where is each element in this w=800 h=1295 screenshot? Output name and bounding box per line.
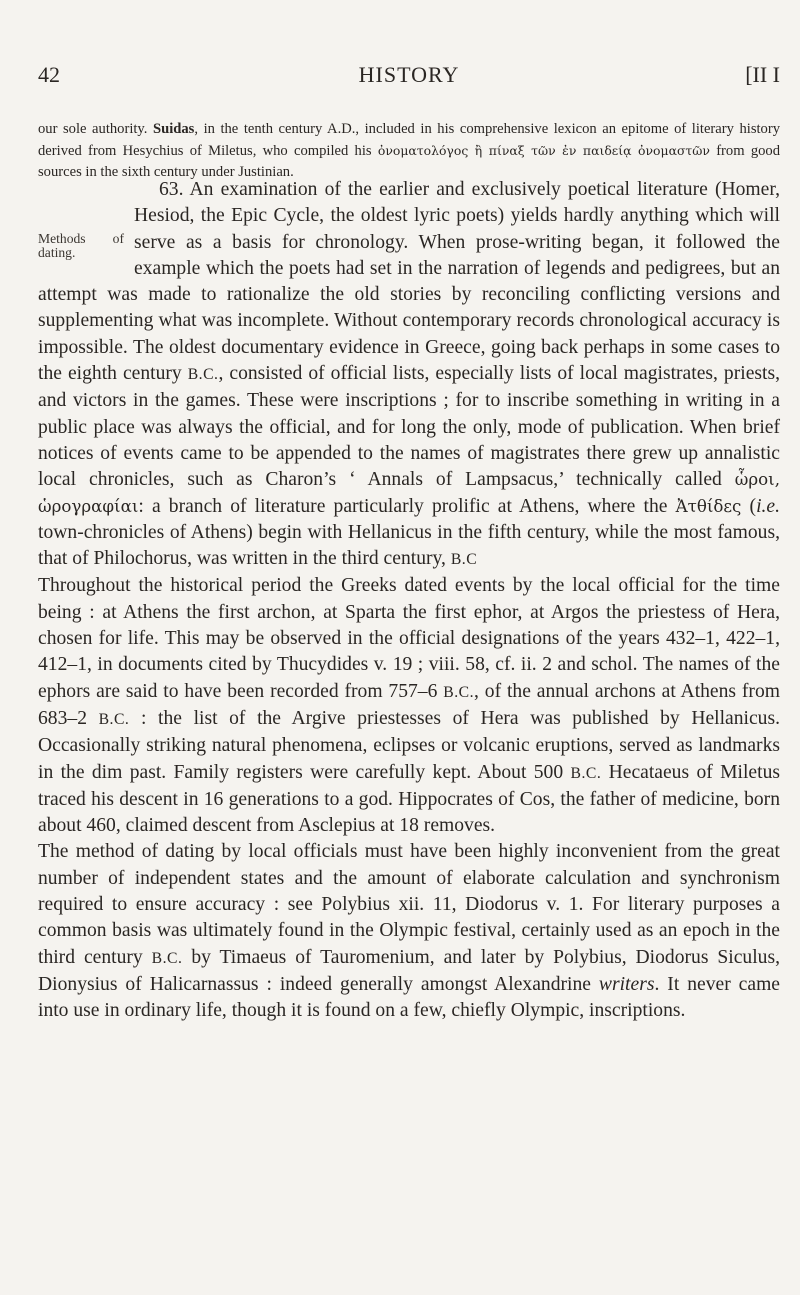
section-number: 63. bbox=[159, 179, 184, 200]
footnote-bold-name: Suidas bbox=[152, 121, 195, 137]
paragraph-63: Methods of dating. 63. An examination of the earlier and exclusively poetical literature (Homer, Hesiod, the Epic Cycle, the oldest lyric poets) yields hardly anything which will serve as a basis for chronology. When prose-writing began, it followed the example which the poets had set in the narration of legends and pedigrees, but an attempt was made to rationalize the old stories by reconciling conflicting versions and supplementing what was incomplete. Without contemporary records chronological accuracy is impossible. The oldest documentary evidence in Greece, going back perhaps in some cases to the eighth century B.C., consisted of official lists, especially lists of local magistrates, priests, and victors in the games. These were inscriptions ; for to inscribe something in writing in a public place was always the official, and for long the only, mode of publication. When brief notices of events came to be appended to the names of magistrates there grew up annalistic local chronicles, such as Charon’s ‘ Annals of Lampsacus,’ technically called ὧροι, ὡρογραφίαι: a branch of literature particularly prolific at Athens, where the Ἀτθίδες (i.e. town-chronicles of Athens) begin with Hellanicus in the fifth century, while the most famous, that of Philochorus, was written in the third century, B.C bbox=[38, 179, 780, 570]
page-number: 42 bbox=[38, 62, 60, 87]
greek-term: Ἀτθίδες bbox=[675, 496, 742, 516]
footnote-paragraph: our sole authority. Suidas, in the tenth century A.D., included in his comprehensive lexicon an epitome of literary history derived from Hesychius of Miletus, who compiled his ὀνοματολόγος ἢ πίναξ τῶν ἐν παιδείᾳ ὀνομαστῶν from good sources in the sixth century under Justinian. bbox=[38, 121, 781, 180]
margin-note: Methods of dating. bbox=[38, 231, 124, 260]
page-header bbox=[38, 62, 780, 92]
greek-term: ὧροι, ὡρογραφίαι bbox=[38, 470, 780, 516]
paragraph-olympic-dating: The method of dating by local officials must have been highly inconvenient from the great number of independent states and the amount of elaborate calculation and synchronism required to ensure accuracy : see Polybius xii. 11, Diodorus v. 1. For literary purposes a common basis was ultimately found in the Olympic festival, certainly used as an epoch in the third century B.C. by Timaeus of Tauromenium, and later by Polybius, Diodorus Siculus, Dionysius of Halicarnassus : indeed generally amongst Alexandrine writers. It never came into use in ordinary life, though it is found on a few, chiefly Olympic, inscriptions. bbox=[38, 841, 781, 1022]
paragraph-local-officials: Throughout the historical period the Greeks dated events by the local official for the time being : at Athens the first archon, at Sparta the first ephor, at Argos the priestess of Hera, chosen for life. This may be observed in the official designations of the years 432–1, 422–1, 412–1, in documents cited by Thucydides v. 19 ; viii. 58, cf. ii. 2 and schol. The names of the ephors are said to have been recorded from 757–6 B.C., of the annual archons at Athens from 683–2 B.C. : the list of the Argive priestesses of Hera was published by Hellanicus. Occasionally striking natural phenomena, eclipses or volcanic eruptions, served as landmarks in the dim past. Family registers were carefully kept. About 500 B.C. Hecataeus of Miletus traced his descent in 16 generations to a god. Hippocrates of Cos, the father of medicine, born about 460, claimed descent from Asclepius at 18 removes. bbox=[38, 575, 781, 837]
section-mark: [II I bbox=[745, 62, 780, 87]
running-head: HISTORY bbox=[358, 62, 460, 87]
main-text bbox=[38, 177, 780, 1025]
greek-title: ὀνοματολόγος ἢ πίναξ τῶν ἐν παιδείᾳ ὀνομαστῶν bbox=[377, 143, 710, 158]
